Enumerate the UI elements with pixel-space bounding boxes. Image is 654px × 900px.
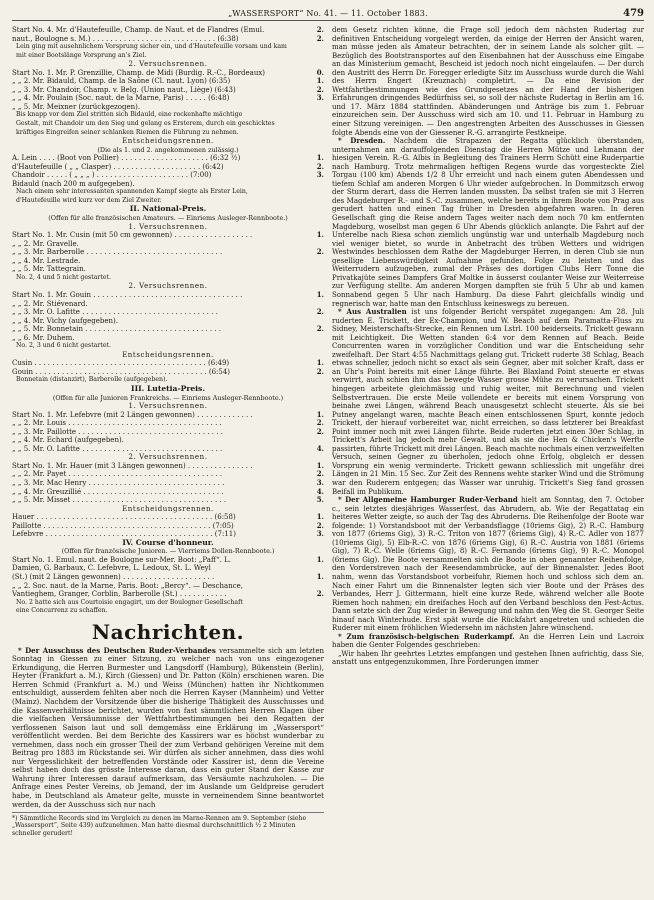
result-place: 4. [316,487,324,496]
race-heading: 1. Versuchsrennen. [128,222,208,231]
race-heading: Entscheidungsrennen. [122,350,214,359]
race-conditions: (Die als 1. und 2. angekommenen zulässig.) [97,145,239,154]
result-place: 1. [316,461,324,470]
result-text: Damien, G. Barbaux, C. Lefebvre, L. Ledoux, St. L. Weyl [12,564,211,573]
result-note: Bonnetain (distanzirt), Barberolle (aufgegeben). [16,376,168,384]
result-note: Lein ging mit ausehnlichem Vorsprung sicher ein, und d'Hautefeuille vorsam und kam [16,43,287,51]
left-column [12,26,324,837]
result-row [12,231,324,240]
result-place [294,564,324,573]
result-row [12,368,324,377]
news-ruder-verband [12,647,324,809]
result-row [12,69,324,78]
result-place: 2. [316,590,324,599]
result-row [12,556,324,565]
result-row [12,248,324,257]
result-row [12,462,324,471]
result-place: 1. [316,154,324,163]
race-conditions: (Offen für alle französischen Amateurs. — Einriems Ausleger-Rennboote.) [48,214,288,223]
result-place: 2. [316,521,324,530]
result-row [12,94,324,103]
result-place [294,240,324,249]
page-number: 479 [623,7,644,19]
result-row [12,35,324,44]
result-place: 3. [316,171,324,180]
result-row [12,411,324,420]
result-row [12,428,324,437]
result-row [12,257,324,266]
paragraph-text: ist uns folgender Bericht verspätet zugegangen: Am 28. Juli ruderten E. Trickett, der Ex-Champion, und W. Beach auf dem Paramatta-Fluss zu Sidney, Meisterschafts-Strecke, ein Rennen um Lstrl. 100 beiderseits. Trickett gewann mit Leichtigkeit. Die Wetten standen 6:4 vor dem Rennen auf Beach. Beide Concurrenten waren in vorzüglicher Condition und war die Entscheidung sehr zweifelhaft. Der Start 4:55 Nachmittags gelang gut. Trickett ruderte 38 Schlag, Beach etwas schneller, jedoch nicht so exact als sein Gegner, aber mit solcher Kraft, dass er an Uhr's Point bereits mit einer Länge führte. Bei Blaxland Point steuerte er etwas verwirrt, auch schien ihm das bewegte Wasser grosse Mühe zu verursachen. Trickett hingegen arbeitete gleichmässig und ruhig weiter, mit Berechnung und vielen Selbstvertrauen. Die erste Meile vollendete er bereits mit einem Vorsprung von beinahe zwei Längen, während Beach unausgesetzt schlecht steuerte. Als sie bei Putney angelangt waren, machte Beach einen entschlossenen Spurt, konnte jedoch Trickett, der hierauf vorbereitet war, nicht erreichen, so dass letzterer bei Breakfast Point immer noch mit zwei Längen führte. Beide ruderten jetzt einen 30er Schlag, in Trickett's Arbeit lag jedoch mehr Gewalt, und als sie die Hen & Chicken's Werfte passirten, führte Trickett mit drei Längen. Beach machte nochmals einen verzweifelten Versuch, seinen Gegner zu überholen, jedoch ohne Erfolg, obgleich er dessen Vorsprung ein wenig verminderte. Trickett gewann schliesslich mit ungefähr drei Längen in 21 Min. 15 Sec. Zur Zeit des Rennens wehte starker Wind und die Strömung war den Ruderern entgegen; das Wasser war unruhig. Trickett's Sieg fand grossen Beifall im Publikum. [332,308,644,496]
result-row [12,564,324,573]
result-row [12,359,324,368]
result-place [294,265,324,274]
result-text: Start No. 1. Mr. Cusin (mit 50 cm gewonnen) . . . . . . . . . . . . . . . . . . [12,231,253,240]
result-text: „ „ 3. Mr. Paillotte . . . . . . . . . . . . . . . . . . . . . . . . . . . . . . . . . [12,427,223,436]
race-conditions: (Offen für alle Junioren Frankreichs. — Einriems Ausleger-Rennboote.) [52,393,284,402]
result-place: 1. [316,555,324,564]
result-text: Gouin . . . . . . . . . . . . . . . . . . . . . . . . . . . . . . . . . . . . . . . (6:54) [12,367,231,376]
result-row [12,590,324,599]
result-place [294,300,324,309]
result-row [12,103,324,112]
result-place: 2. [316,34,324,43]
result-text: „ „ 4. Mr. Lestrade. [12,256,81,265]
result-place: 1. [316,573,324,581]
result-text: „ „ 2. Mr. Louis . . . . . . . . . . . . . . . . . . . . . . . . . . . . . . . . . . . [12,419,222,428]
result-place: 1. [316,410,324,419]
result-place: 3. [316,530,324,539]
result-row [12,522,324,531]
result-note: No. 2 hatte sich aus Courtoisie engagirt, um der Boulogner Gesellschaft [16,598,243,606]
result-text: „ „ 5. Mr. Meixner (zurückgezogen). [12,102,141,111]
result-place [294,257,324,266]
two-column-body [12,26,644,837]
result-note: Gestalt, mit Chandoir um den Sieg und gelang es Ersterem, durch ein geschicktes [16,120,275,128]
race-heading: 2. Versuchsrennen. [128,282,208,291]
result-row [12,496,324,505]
race-heading: Entscheidungsrennen. [122,504,214,513]
result-place: 2. [316,162,324,171]
result-text: Start No. 1. Mr. P. Grenzillie, Champ. de Midi (Burdig. R.-C., Bordeaux) [12,68,266,77]
result-note: eine Concurrenz zu schaffen. [16,607,108,615]
result-row [12,308,324,317]
result-place [294,180,324,189]
result-text: Start No. 1. Mr. Lefebvre (mit 2 Längen gewonnen) . . . . . . . . . . . . . [12,410,253,419]
result-place: 2. [316,325,324,334]
race-heading: 2. Versuchsrennen. [128,453,208,462]
result-place [294,317,324,326]
result-text: Start No. 1. Mr. Hauer (mit 3 Längen gewonnen) . . . . . . . . . . . . . . . [12,461,253,470]
result-place: 2. [316,367,324,376]
result-place: 2. [316,470,324,479]
result-row [12,317,324,326]
news-paragraph [332,26,644,137]
result-text: Cusin . . . . . . . . . . . . . . . . . . . . . . . . . . . . . . . . . . . . . . . (6:49) [12,359,230,368]
result-text: A. Lein . . . . (Boot von Pollier) . . . . . . . . . . . . . . . . . . . . (6:32 ½) [12,154,241,163]
race-heading: III. Lutetia-Preis. [131,383,205,393]
result-place: 2. [316,248,324,257]
result-text: „ „ 5. Mr. Misset . . . . . . . . . . . . . . . . . . . . . . . . . . . . . . . . . . . [12,496,227,505]
result-text: „ „ 4. Mr. Greuzillié . . . . . . . . . . . . . . . . . . . . . . . . . . . . . . . . [12,487,224,496]
paragraph-text: versammelte sich am letzten Sonntag in Giessen zu einer Sitzung, zu welcher nach von uns eingezogener Erkundigung, die Herren Burmester und Langsdorff (Hamburg), Bükenstein (Berlin), Heyter (Frankfurt a. M.), Kirch (Giessen) und Dr. Patton (Köln) erschienen waren. Die Herren Schmid (Frankfurt a. M.) und Weiss (München) hatten ihr Nichtkommen entschuldigt, ausserdem fehlten aber noch die Herren Kayser (Mannheim) und Vetter (Mainz). Nachdem der Vorsitzende über die bisherige Thätigkeit des Ausschusses und die Kassenverhältnisse berichtet, wurden von fast sämmtlichen Herren Klagen über die vielfachen Versäumnisse der Wettfahrtbestimmungen bei den Regatten der verflossenen Saison laut und soll demgemäss eine Erklärung im „Wassersport“ veröffentlicht werden. Bei dem Berichte des Kassirers war es höchst wunderbar zu vernehmen, dass noch ein grosser Theil der zum Verband gehörigen Vereine mit dem Beitrag pro 1883 im Rückstande sei. Wir dürfen als sicher annehmen, dass dies wohl nur Vergesslichkeit der betreffenden Vorstände oder Kassirer ist, denn die Vereine selbst haben doch das grösste Interesse daran, dass ein guter Stand der Kasse zur Wahrung ihrer Interessen darauf aufmerksam, das Versäumte nachzuholen. — Die Anfrage eines Pester Vereins, ob Jemand, der im Auslande um Geldpreise gerudert habe, in Deutschland als Amateur gelte, musste in verneinendem Sinne beantwortet werden, da der Ausschuss sich nur nach [12,646,324,809]
paragraph-lead: * Der Ausschuss des Deutschen Ruder-Verbandes [18,645,216,655]
result-text: „ „ 5. Mr. Bonnetain . . . . . . . . . . . . . . . . . . . . . . . . . . . . . . . [12,325,222,334]
result-place: 1. [316,290,324,299]
result-row [12,265,324,274]
news-paragraph [332,308,644,496]
paragraph-lead: * Aus Australien [338,307,407,317]
result-row [12,445,324,454]
result-text: „ „ 2. Mr. Payet . . . . . . . . . . . . . . . . . . . . . . . . . . . . . . . . . . . [12,470,223,479]
news-paragraph [332,496,644,633]
result-row [12,488,324,497]
result-text: Start No. 1. Emul. naut. de Boulogne sur-Mer. Boot: „Paff“. L. [12,555,231,564]
running-head-title: „WASSERSPORT“ No. 41. — 11. October 1883. [228,8,428,18]
paragraph-text: dem Gesetz richten könne, die Frage soll jedoch dem nächsten Rudertag zur definitiven Entscheidung vorgelegt werden, da einige der Herren der Ansicht waren, man müsse jeden als Amateur betrachten, der in seinem Lande als solcher gilt. — Bezüglich des Bootstransportes auf den Eisenbahnen hat der Ausschuss eine Eingabe an das Ministerium gemacht, Bescheid ist jedoch noch nicht eingelaufen. — Der durch den Austritt des Herrn Dr. Foregger erledigte Sitz im Ausschuss wurde durch die Wahl des Herrn Engert (Kreuznach) completirt. — Da eine Revision der Wettfahrtbestimmungen wie des Grundgesetzes an der Hand der bisherigen Erfahrungen dringendes Bedürfniss sei, so soll der nächste Rudertag in Berlin am 16. und 17. März 1884 stattfinden. Abänderungen und Anträge bis zum 1. Februar einzureichen sein. Der Ausschuss wird sich am 10. und 11. Februar in Hamburg zu einer Sitzung vereinigen. — Den angestrengten Arbeiten des Ausschusses in Giessen folgte Abends eine von der Giessener R.-G. arrangirte Festkneipe. [332,26,644,137]
result-text: „ „ 2. Mr. Bidauld, Champ. de la Saône (Cl. naut. Lyon) (6:35) [12,77,231,86]
result-text: Chandoir . . . . . ( „ „ „ ) . . . . . . . . . . . . . . . . . . . . . (7:00) [12,171,212,180]
result-note: Nach einem sehr interessanten spannenden Kampf siegte als Erster Lein, [16,188,248,196]
race-heading: Entscheidungsrennen. [122,137,214,146]
paragraph-text: Nachdem die Strapazen der Regatta glücklich überstanden, unternahmen am darauffolgenden Dienstag die Herren Mütze und Lehmann der hiesigen Verein. R.-G. Albis in Begleitung des Trainers Herrn Schütt eine Ruderpartie nach Hamburg. Trotz mehrmaligen heftigen Regens wurde das vorgesteckte Ziel Torgau (100 km) Abends 1/2 8 Uhr erreicht und nach einem guten Abendessen und tiefem Schlaf am anderen Morgen 6 Uhr wieder aufgebrochen. In Dommitzsch erwog der Sturm derart, dass die Herren landen mussten. Da selbst trafen sie mit 3 Herren des Magdeburger R.- und S.-C. zusammen, welche bereits in ihrem Boote von Prag aus gerudert hatten und einen Tag früher in Dresden abgefahren waren. In deren Gesellschaft ging die Reise andern Tages weiter nach dem noch 70 km entfernten Magdeburg, woselbst man gegen 6 Uhr Abends glücklich anlangte. Die Fahrt auf der Unterelbe nach Riesa schon ziemlich ungünstig war und unterhalb Magdeburg noch viel weniger bietet, so wurde in Anbetracht des trüben Wetters und widrigen Westwindes beschlossen dem Rathe der Magdeburger Herren, in deren Club sie nun gesellige Liebenswürdigkeit Aufnahme gefunden, Folge zu leisten und das Weiterrudern aufzugeben, zumal der Präses des dortigen Clubs Herr Tonne die Privatkajüte seines Dampfers Graf Moltke in äusserst coulanter Weise zur Weiterreise zur Verfügung stellte. Am anderen Morgen dampften sie früh 5 Uhr ab und kamen Sonnabend gegen 5 Uhr nach Hamburg. Da diese Fahrt gleichfalls windig und regnerisch war, hatte man den Entschluss keineswegs zu bereuen. [332,137,644,308]
result-place: 2. [316,308,324,317]
result-row [12,513,324,522]
race-heading: IV. Course d'honneur. [122,537,214,547]
result-text: Hauer . . . . . . . . . . . . . . . . . . . . . . . . . . . . . . . . . . . . . . . . (6:58) [12,513,236,522]
news-paragraph [332,650,644,667]
result-text: „ „ 5. Mr. Tattegrain. [12,265,86,274]
result-text: naut., Boulogne s. M.) . . . . . . . . . . . . . . . . . . . . . . . . . . . . (6:38) [12,34,239,43]
race-heading: 2. Versuchsrennen. [128,60,208,69]
result-row [12,240,324,249]
result-text: „ „ 4. Mr. Échard (aufgegeben). [12,436,124,445]
result-place: 1. [316,231,324,240]
result-row [12,154,324,163]
result-row [12,77,324,86]
result-place: 0. [316,68,324,77]
result-text: d'Hautefeuille ( „ „ Clasper) . . . . . . . . . . . . . . . . . . . . (6:42) [12,162,224,171]
running-header [12,6,644,21]
result-row [12,86,324,95]
result-text: Vantieghem, Granger, Corblin, Barberolle (St.) . . . . . . . . . . . [12,590,227,599]
result-place: 2. [316,419,324,428]
result-place: 4. [316,444,324,453]
paragraph-lead: * Dresden. [338,136,386,146]
result-text: „ „ 6. Mr. Duhem. [12,333,75,342]
result-row [12,26,324,35]
result-place: 5. [316,496,324,505]
result-text: „ „ 2. Mr. Stiévenard. [12,299,88,308]
race-heading: II. National-Preis. [129,204,207,214]
paragraph-text: „Wir haben Ihr geehrtes Letztes empfangen und gestehen Ihnen aufrichtig, dass Sie, anstatt uns entgegenzukommen, Ihre Forderungen immer [332,649,644,667]
result-place [294,582,324,591]
result-text: „ „ 3. Mr. Barberolle . . . . . . . . . . . . . . . . . . . . . . . . . . . . . . . [12,248,223,257]
result-place: 1. [316,77,324,86]
result-text: (St.) (mit 2 Längen gewonnen) . . . . . . . . . . . . . . . . . . . . . [12,573,215,581]
result-place: 1. [316,359,324,368]
paragraph-text: hielt am Sonntag, den 7. October c., sein letztes diesjähriges Wasserfest, das Abrudern, ab. Wie der Regattatag ein heiteres Wetter zeigte, so auch der Tag des Abruderns. Die Reihenfolge der Boote war folgende: 1) Vorstandsboot mit der Verbandsflagge (10riems Gig), 2) R.-C. Hamburg von 1877 (6riems Gig), 3) R.-C. Triton von 1877 (6riems Gig), 4) R.-C. Adler von 1877 (10riems Gig), 5) Elb-R.-C. von 1876 (6riems Gig), 6) R.-C. Austria von 1881 (6riems Gig), 7) R.-C. Welle (6riems Gig), 8) R.-C. Fernando (6riems Gig), 9) R.-C. Monopol (6riems Gig). Die Boote versammelten sich die Boote in oben genannter Reihenfolge, den Vorderstreven nach der Reesendammbrücke, auf der Binnenalster. Jedes Boot nahm, wenn das Vorstandsboot vorbeifuhr, Riemen hoch und schloss sich dem an. Nach einer Fahrt um die Binnenalster legten sich vier Boote und der Präses des Verbandes, Herr J. Gittermann, hielt eine kurze Rede, während welcher alle Boote Riemen hoch nahmen; ein dreifaches Hoch auf den Verband beschloss den Fest-Actus. Dann setzte sich der Zug wieder in Bewegung und nahm den Weg die St. Georger Seite hinauf nach Winterhude. Erst spät wurde die Rückfahrt angetreten und schieden die Ruderer mit einem fröhlichen Wiedersehn im nächsten Jahre wünschend. [332,496,644,633]
result-row [12,436,324,445]
result-row [12,300,324,309]
result-text: „ „ 5. Mr. O. Lafitte . . . . . . . . . . . . . . . . . . . . . . . . . . . . . . . . [12,444,223,453]
result-text: Start No. 1. Mr. Gouin . . . . . . . . . . . . . . . . . . . . . . . . . . . . . . . . . . [12,290,243,299]
paragraph-text: An die Herren Lein und Lacroix haben die Genter Folgendes geschrieben: [332,632,644,650]
result-text: „ „ 2. Soc. naut. de la Marne, Paris. Boot: „Bercy“. — Deschance, [12,581,244,590]
result-note: No. 2, 4 und 5 nicht gestartet. [16,273,111,281]
result-text: Paillotte . . . . . . . . . . . . . . . . . . . . . . . . . . . . . . . . . . . . . . (7:05) [12,521,234,530]
result-row [12,163,324,172]
news-paragraph [332,137,644,308]
result-note: No. 2, 3 und 6 nicht gestartet. [16,342,111,350]
result-place [294,103,324,112]
news-paragraph [332,633,644,650]
result-text: „ „ 3. Mr. Mac Henry . . . . . . . . . . . . . . . . . . . . . . . . . . . . . . . [12,478,225,487]
result-text: „ „ 4. Mr. Vichy (aufgegeben). [12,316,118,325]
result-place: 1. [316,513,324,522]
result-text: „ „ 2. Mr. Gravelle. [12,239,79,248]
result-place [294,334,324,343]
result-note: d'Hautefeuille wird kurz vor dem Ziel Zweiter. [16,196,162,204]
footnote: *) Sämmtliche Records sind im Vergleich zu denen im Marne-Rennen am 9. September (siehe „Wassersport“, Seite 439) aufzunehmen. Man hatte diesmal durchschnittlich ½ 2 Minuten schneller gerudert! [12,812,324,837]
result-note: kräftiges Eingreifen seiner schlanken Riemen die Führung zu nehmen. [16,128,239,136]
result-place: 2. [316,427,324,436]
result-text: Start No. 4. Mr. d'Hautefeuille, Champ. de Naut. et de Flandres (Emul. [12,26,265,34]
result-place: 3. [316,94,324,103]
result-text: Lefebvre . . . . . . . . . . . . . . . . . . . . . . . . . . . . . . . . . . . . . . (7:11) [12,530,236,539]
paragraph-lead: * Der Allgemeine Hamburger Ruder-Verband [338,495,518,505]
result-place [294,436,324,445]
result-row [12,334,324,343]
result-row [12,573,324,582]
right-column [332,26,644,837]
regatta-results [12,26,324,616]
result-row [12,419,324,428]
nachrichten-title: Nachrichten. [91,619,245,644]
race-conditions: (Offen für französische Junioren. — Vierriems Dollen-Rennboote.) [61,547,275,556]
result-row [12,171,324,180]
result-row [12,325,324,334]
result-row [12,291,324,300]
result-place: 2. [316,26,324,34]
result-row [12,479,324,488]
result-row [12,470,324,479]
result-text: „ „ 4. Mr. Poulain (Soc. naut. de la Marne, Paris) . . . . . (6:48) [12,94,230,103]
race-heading: 1. Versuchsrennen. [128,402,208,411]
result-note: Bis knapp vor dem Ziel stritten sich Bidauld, eine rockenhafte mächtige [16,111,243,119]
result-place: 2. [316,85,324,94]
result-text: „ „ 3. Mr. Chandoir, Champ. v. Belg. (Union naut., Liège) (6:43) [12,85,236,94]
paragraph-lead: * Zum französisch-belgischen Ruderkampf. [338,631,515,641]
result-text: Bidauld (nach 200 m aufgegeben). [12,179,135,188]
result-row [12,582,324,591]
result-text: „ „ 3. Mr. O. Lafitte . . . . . . . . . . . . . . . . . . . . . . . . . . . . . . . [12,308,218,317]
result-place: 3. [316,478,324,487]
result-note: mit einer Bootslänge Vorsprung an's Ziel. [16,51,147,59]
result-row [12,180,324,189]
